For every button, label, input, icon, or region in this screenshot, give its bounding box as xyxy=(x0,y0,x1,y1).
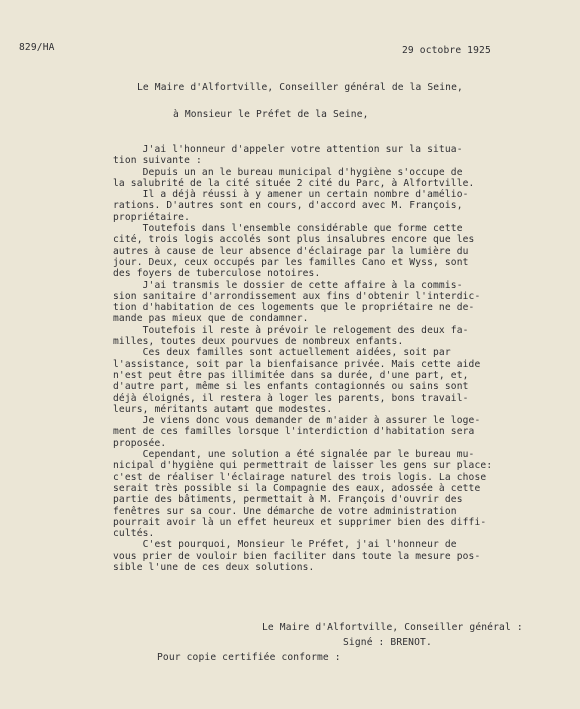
body-line: n'est peut être pas illimitée dans sa durée, d'une part, et, xyxy=(113,369,469,381)
body-line: propriétaire. xyxy=(113,211,191,223)
body-line: mande pas mieux que de condamner. xyxy=(113,313,309,325)
body-line: autres à cause de leur absence d'éclairage par la lumière du xyxy=(113,245,469,257)
reference-number: 829/HA xyxy=(19,42,55,53)
body-line: Toutefois il reste à prévoir le relogement des deux fa- xyxy=(113,324,469,336)
sender-line: Le Maire d'Alfortville, Conseiller général de la Seine, xyxy=(137,82,463,93)
body-line: tion d'habitation de ces logements que le propriétaire ne de- xyxy=(113,302,475,314)
body-line: C'est pourquoi, Monsieur le Préfet, j'ai l'honneur de xyxy=(113,539,457,551)
body-line: J'ai l'honneur d'appeler votre attention sur la situa- xyxy=(113,144,463,155)
recipient-line: à Monsieur le Préfet de la Seine, xyxy=(173,109,369,120)
signed-name-line: Signé : BRENOT. xyxy=(343,637,432,648)
body-line: ment de ces familles lorsque l'interdiction d'habitation sera xyxy=(113,426,475,438)
body-line: d'autre part, même si les enfants contagionnés ou sains sont xyxy=(113,381,469,393)
body-line: c'est de réaliser l'éclairage naturel des trois logis. La chose xyxy=(113,471,487,483)
body-line: déjà éloignés, il restera à loger les parents, bons travail- xyxy=(113,392,469,404)
certified-copy-line: Pour copie certifiée conforme : xyxy=(157,652,341,663)
signature-title-line: Le Maire d'Alfortville, Conseiller général : xyxy=(262,622,523,633)
body-line: leurs, méritants autant que modestes. xyxy=(113,403,333,415)
body-line: vous prier de vouloir bien faciliter dans toute la mesure pos- xyxy=(113,550,481,562)
body-line: des foyers de tuberculose notoires. xyxy=(113,268,321,280)
body-line: J'ai transmis le dossier de cette affaire à la commis- xyxy=(113,279,463,291)
body-line: Toutefois dans l'ensemble considérable que forme cette xyxy=(113,223,463,235)
body-line: l'assistance, soit par la bienfaisance privée. Mais cette aide xyxy=(113,358,481,370)
body-line: sible l'une de ces deux solutions. xyxy=(113,561,315,573)
body-line: cité, trois logis accolés sont plus insalubres encore que les xyxy=(113,234,475,246)
body-line: sion sanitaire d'arrondissement aux fins d'obtenir l'interdic- xyxy=(113,290,481,302)
body-line: Depuis un an le bureau municipal d'hygiène s'occupe de xyxy=(113,166,463,178)
body-line: Ces deux familles sont actuellement aidées, soit par xyxy=(113,347,451,359)
body-line: jour. Deux, ceux occupés par les familles Cano et Wyss, sont xyxy=(113,256,469,268)
body-line: tion suivante : xyxy=(113,155,202,167)
body-line: fenêtres sur sa cour. Une démarche de votre administration xyxy=(113,505,457,517)
body-line: pourrait avoir là un effet heureux et supprimer bien des diffi- xyxy=(113,516,487,528)
body-line: milles, toutes deux pourvues de nombreux enfants. xyxy=(113,336,404,348)
body-line: Cependant, une solution a été signalée par le bureau mu- xyxy=(113,449,475,461)
letter-date: 29 octobre 1925 xyxy=(402,45,491,56)
body-line: nicipal d'hygiène qui permettrait de laisser les gens sur place: xyxy=(113,460,493,472)
letter-body xyxy=(113,144,573,573)
body-line: serait très possible si la Compagnie des eaux, adossée à cette xyxy=(113,482,481,494)
body-line: Je viens donc vous demander de m'aider à assurer le loge- xyxy=(113,415,481,427)
body-line: la salubrité de la cité située 2 cité du Parc, à Alfortville. xyxy=(113,177,475,189)
body-line: rations. D'autres sont en cours, d'accord avec M. François, xyxy=(113,200,463,212)
body-line: cultés. xyxy=(113,528,155,540)
body-line: proposée. xyxy=(113,437,167,449)
body-line: Il a déjà réussi à y amener un certain nombre d'amélio- xyxy=(113,189,469,201)
body-line: partie des bâtiments, permettait à M. François d'ouvrir des xyxy=(113,494,463,506)
